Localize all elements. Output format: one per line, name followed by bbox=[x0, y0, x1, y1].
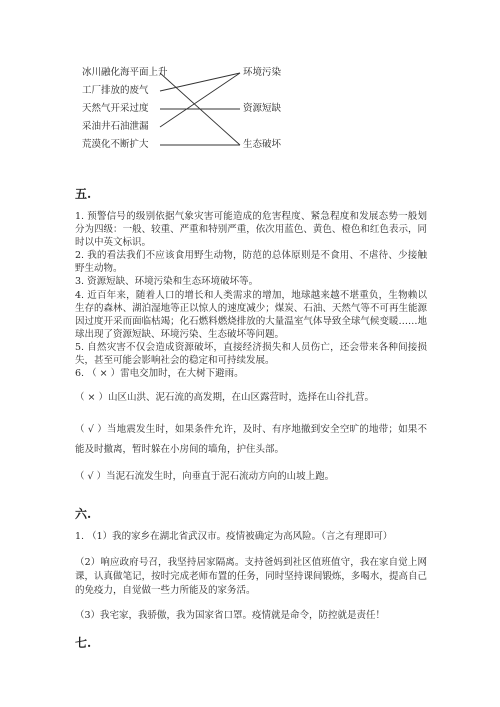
left-item: 冰川融化海平面上升 bbox=[82, 67, 168, 78]
answer-paragraph: 3. 资源短缺、环境污染和生态环境破坏等。 bbox=[75, 276, 259, 287]
matching-diagram bbox=[0, 0, 500, 170]
right-item: 环境污染 bbox=[243, 67, 282, 78]
section-7-heading: 七. bbox=[75, 636, 92, 650]
answer-paragraph: （ √ ）当地震发生时，如果条件允许，及时、有序地撤到安全空旷的地带；如果不能及时撤离，暂时躲在小房间的墙角，护住头部。 bbox=[75, 424, 427, 455]
answer-paragraph: （3）我宅家，我骄傲，我为国家省口罩。疫情就是命令，防控就是责任！ bbox=[75, 610, 386, 621]
left-item: 荒漠化不断扩大 bbox=[82, 139, 149, 150]
left-item: 采油井石油泄漏 bbox=[82, 121, 149, 132]
match-line bbox=[160, 73, 240, 91]
left-item: 工厂排放的废气 bbox=[82, 85, 149, 96]
answer-paragraph: 5. 自然灾害不仅会造成资源破坏，直接经济损失和人员伤亡，还会带来各种间接损失，甚至可能会影响社会的稳定和可持续发展。 bbox=[75, 342, 427, 366]
answer-paragraph: 1. 预警信号的级别依据气象灾害可能造成的危害程度、紧急程度和发展态势一般划分为四级：一般、较重、严重和特别严重，依次用蓝色、黄色、橙色和红色表示，同时以中英文标识。 bbox=[75, 211, 427, 248]
answer-paragraph: 2. 我的看法我们不应该食用野生动物，防范的总体原则是不食用、不虐待、少接触野生动物。 bbox=[75, 250, 427, 274]
right-item: 生态破坏 bbox=[243, 139, 282, 150]
answer-paragraph: 4. 近百年来，随着人口的增长和人类需求的增加，地球越来越不堪重负，生物赖以生存的森林、湖泊湿地等正以惊人的速度减少；煤炭、石油、天然气等不可再生能源因过度开采而面临枯竭；化石燃料燃烧排放的大量温室气体导致全球气候变暖……地球出现了资源短缺、环境污染、生态破坏等问题。 bbox=[75, 290, 427, 340]
right-item: 资源短缺 bbox=[243, 103, 282, 114]
answer-paragraph: （ × ）山区山洪、泥石流的高发期，在山区露营时，选择在山谷扎营。 bbox=[75, 392, 375, 403]
section-5-heading: 五. bbox=[75, 187, 92, 201]
match-line bbox=[160, 73, 240, 127]
answer-paragraph: （2）响应政府号召，我坚持居家隔离。支持爸妈到社区值班值守，我在家自觉上网课，认真做笔记，按时完成老师布置的任务，同时坚持课间锻炼，多喝水，提高自己的免疫力，自觉做一些力所能及的家务活。 bbox=[75, 557, 427, 596]
left-item: 天然气开采过度 bbox=[82, 103, 149, 114]
answer-paragraph: 1. （1）我的家乡在湖北省武汉市。疫情被确定为高风险。（言之有理即可） bbox=[75, 531, 393, 542]
answer-paragraph: 6. （ × ）雷电交加时，在大树下避雨。 bbox=[75, 368, 244, 379]
answer-paragraph: （ √ ）当泥石流发生时，向垂直于泥石流动方向的山坡上跑。 bbox=[75, 471, 335, 482]
section-6-heading: 六. bbox=[75, 507, 92, 521]
